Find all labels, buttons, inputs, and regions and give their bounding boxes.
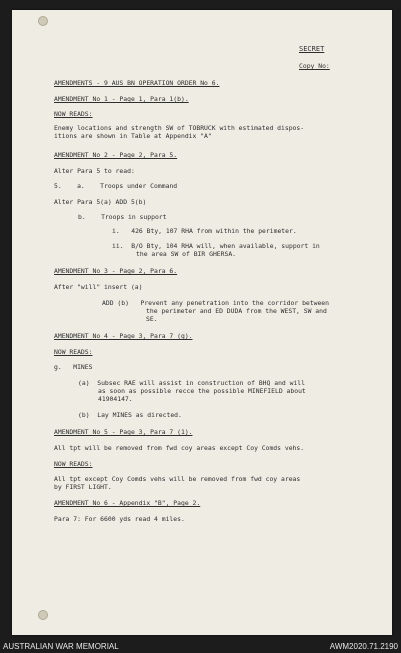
amendment-4-text: 41904147. bbox=[98, 395, 133, 403]
amendment-5-text: All tpt except Coy Comds vehs will be removed from fwd coy areas bbox=[54, 475, 301, 483]
amendment-1-text: itions are shown in Table at Appendix "A" bbox=[54, 132, 212, 140]
document-title: AMENDMENTS - 9 AUS BN OPERATION ORDER No 6. bbox=[54, 79, 220, 87]
classification-label: SECRET bbox=[299, 45, 325, 53]
troops-in-support-line: b. Troops in support bbox=[78, 213, 167, 221]
support-item: i. 426 Bty, 107 RHA from within the perimeter. bbox=[112, 227, 297, 235]
now-reads-label: NOW READS: bbox=[54, 460, 93, 468]
amendment-4-text: (a) Subsec RAE will assist in construction of BHQ and will bbox=[78, 379, 306, 387]
document-page bbox=[12, 10, 392, 635]
amendment-2-heading: AMENDMENT No 2 - Page 2, Para 5. bbox=[54, 151, 178, 159]
amendment-1-text: Enemy locations and strength SW of TOBRUCK with estimated dispos- bbox=[54, 124, 305, 132]
amendment-3-text: ADD (b) Prevent any penetration into the corridor between bbox=[102, 299, 330, 307]
mines-line: g. MINES bbox=[54, 363, 93, 371]
archive-reference: AWM2020.71.2190 bbox=[329, 642, 398, 651]
amendment-1-heading: AMENDMENT No 1 - Page 1, Para 1(b). bbox=[54, 95, 189, 103]
amendment-4-heading: AMENDMENT No 4 - Page 3, Para 7 (g). bbox=[54, 332, 193, 340]
archive-name: AUSTRALIAN WAR MEMORIAL bbox=[3, 642, 119, 651]
amendment-5-text: All tpt will be removed from fwd coy areas except Coy Comds vehs. bbox=[54, 444, 305, 452]
para-5-line: 5. a. Troops under Command bbox=[54, 182, 178, 190]
amendment-4-text: as soon as possible recce the possible MINEFIELD about bbox=[98, 387, 306, 395]
amendment-3-heading: AMENDMENT No 3 - Page 2, Para 6. bbox=[54, 267, 178, 275]
punch-hole bbox=[38, 16, 48, 26]
amendment-6-text: Para 7: For 6600 yds read 4 miles. bbox=[54, 515, 185, 523]
amendment-4-text: (b) Lay MINES as directed. bbox=[78, 411, 182, 419]
amendment-5-heading: AMENDMENT No 5 - Page 3, Para 7 (1). bbox=[54, 428, 193, 436]
amendment-5-text: by FIRST LIGHT. bbox=[54, 483, 112, 491]
amendment-2-instruction: Alter Para 5 to read: bbox=[54, 167, 135, 175]
amendment-6-heading: AMENDMENT No 6 - Appendix "B", Page 2. bbox=[54, 499, 201, 507]
now-reads-label: NOW READS: bbox=[54, 348, 93, 356]
support-item: ii. B/O Bty, 104 RHA will, when available, support in bbox=[112, 242, 320, 250]
amendment-2-instruction: Alter Para 5(a) ADD 5(b) bbox=[54, 198, 147, 206]
copy-number-label: Copy No: bbox=[299, 62, 330, 70]
now-reads-label: NOW READS: bbox=[54, 110, 93, 118]
punch-hole bbox=[38, 610, 48, 620]
amendment-3-text: SE. bbox=[146, 315, 158, 323]
support-item: the area SW of BIR GHERSA. bbox=[136, 250, 237, 258]
archive-footer bbox=[0, 640, 401, 653]
amendment-3-text: the perimeter and ED DUDA from the WEST, SW and bbox=[146, 307, 327, 315]
amendment-3-instruction: After "will" insert (a) bbox=[54, 283, 143, 291]
